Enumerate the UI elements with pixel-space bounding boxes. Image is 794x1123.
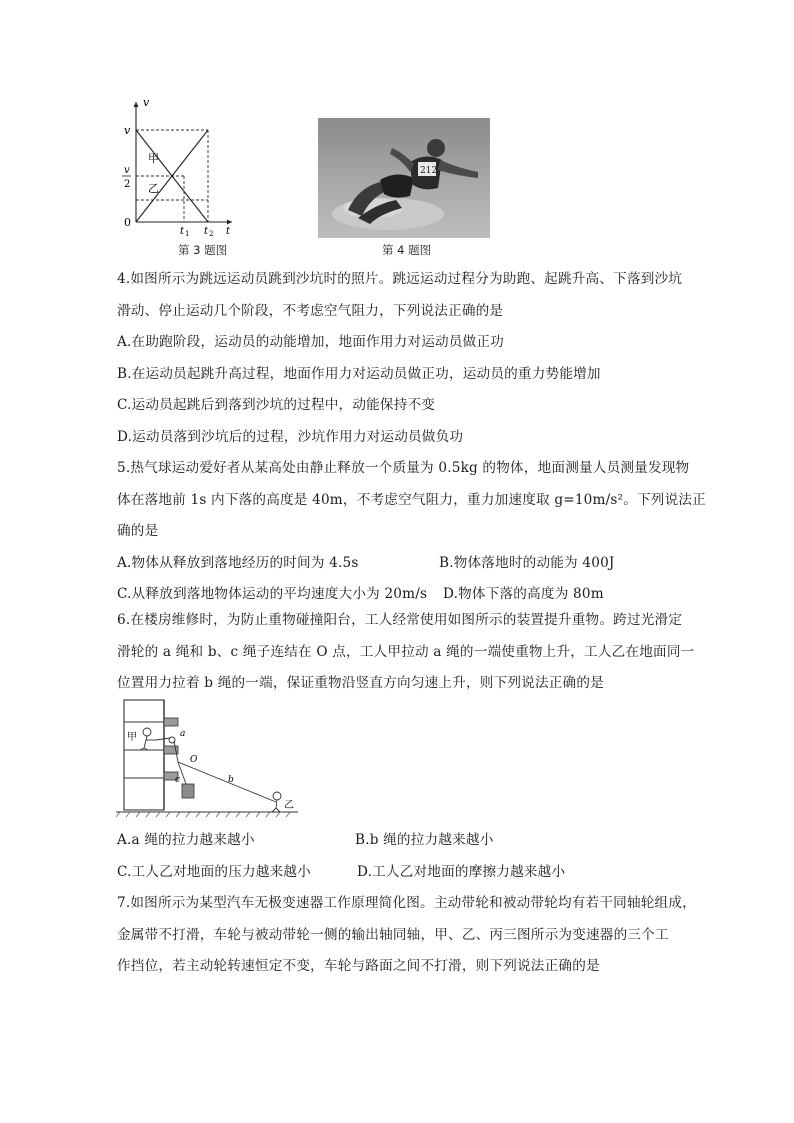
q6-option-c: C.工人乙对地面的压力越来越小 <box>117 863 311 880</box>
q4-option-c: C.运动员起跳后到落到沙坑的过程中，动能保持不变 <box>117 397 436 413</box>
q4-stem-line: 滑动、停止运动几个阶段，不考虑空气阻力，下列说法正确的是 <box>117 302 504 319</box>
v-half-den: 2 <box>124 179 131 190</box>
q5-option-c: C.从释放到落地物体运动的平均速度大小为 20m/s <box>117 586 428 602</box>
worker-jia-label: 甲 <box>127 732 137 743</box>
t2-label: t <box>204 226 209 236</box>
question-6-options <box>117 825 687 888</box>
q6-stem-line: 滑轮的 a 绳和 b、c 绳子连结在 O 点，工人甲拉动 a 绳的一端使重物上升，工人乙在地面同一 <box>117 643 695 660</box>
t1-sub: 1 <box>185 230 190 236</box>
origin-label: 0 <box>124 216 131 229</box>
q6-option-b: B.b 绳的拉力越来越小 <box>355 832 494 848</box>
q4-option-a: A.在助跑阶段，运动员的动能增加，地面作用力对运动员做正功 <box>117 334 504 350</box>
q7-stem-line: 7.如图所示为某型汽车无极变速器工作原理简化图。主动带轮和被动带轮均有若干同轴轮组成， <box>117 895 696 911</box>
q6-option-a: A.a 绳的拉力越来越小 <box>117 832 255 848</box>
rope-c-label: c <box>175 775 181 785</box>
question-7 <box>117 888 696 983</box>
rope-b-label: b <box>228 775 234 785</box>
velocity-time-graph <box>116 96 236 236</box>
figure-row <box>116 96 504 264</box>
q4-option-b: B.在运动员起跳升高过程，地面作用力对运动员做正功，运动员的重力势能增加 <box>117 365 601 382</box>
t2-sub: 2 <box>209 230 214 236</box>
q7-stem-line: 金属带不打滑，车轮与被动带轮一侧的输出轴同轴，甲、乙、丙三图所示为变速器的三个工 <box>117 926 669 943</box>
q5-options-ab <box>117 548 687 580</box>
long-jump-photo <box>318 118 490 238</box>
line-jia-label: 甲 <box>148 152 159 165</box>
q5-option-b: B.物体落地时的动能为 400J <box>439 554 615 571</box>
question-4 <box>117 264 687 453</box>
q7-stem-line: 作挡位，若主动轮转速恒定不变，车轮与路面之间不打滑，则下列说法正确的是 <box>117 958 600 974</box>
q5-stem-line: 确的是 <box>117 523 159 539</box>
point-o-label: O <box>190 755 198 765</box>
q6-stem-line: 6.在楼房维修时，为防止重物碰撞阳台，工人经常使用如图所示的装置提升重物。跨过光滑定 <box>117 612 683 628</box>
q5-stem-line: 5.热气球运动爱好者从某高处由静止释放一个质量为 0.5kg 的物体，地面测量人员测量发现物 <box>117 460 690 476</box>
q6-options-cd <box>117 857 687 889</box>
q5-option-a: A.物体从释放到落地经历的时间为 4.5s <box>117 554 359 571</box>
t-axis-label: t <box>226 226 231 236</box>
fig4-caption: 第 4 题图 <box>382 243 432 257</box>
fig3-caption: 第 3 题图 <box>178 243 228 257</box>
rope-a-label: a <box>180 729 186 739</box>
worker-yi-label: 乙 <box>284 800 294 811</box>
v-axis-label: v <box>143 96 150 109</box>
q4-option-d: D.运动员落到沙坑后的过程，沙坑作用力对运动员做负功 <box>117 428 464 445</box>
q6-option-d: D.工人乙对地面的摩擦力越来越小 <box>357 863 566 880</box>
pulley-building-diagram <box>116 696 298 822</box>
svg-text:212: 212 <box>420 166 438 176</box>
line-yi-label: 乙 <box>148 182 159 195</box>
q6-stem-line: 位置用力拉着 b 绳的一端，保证重物沿竖直方向匀速上升，则下列说法正确的是 <box>117 675 604 691</box>
t1-label: t <box>180 226 185 236</box>
q6-options-ab <box>117 825 687 857</box>
v-label: v <box>124 124 131 137</box>
q4-stem-line: 4.如图所示为跳远运动员跳到沙坑时的照片。跳远运动过程分为助跑、起跳升高、下落到沙坑 <box>117 271 683 287</box>
question-5 <box>117 453 706 611</box>
q5-option-d: D.物体下落的高度为 80m <box>443 586 604 602</box>
q5-stem-line: 体在落地前 1s 内下落的高度是 40m，不考虑空气阻力，重力加速度取 g=10m/s²。下列说法正 <box>117 491 706 508</box>
v-half-num: v <box>124 165 130 176</box>
question-6 <box>117 605 695 700</box>
